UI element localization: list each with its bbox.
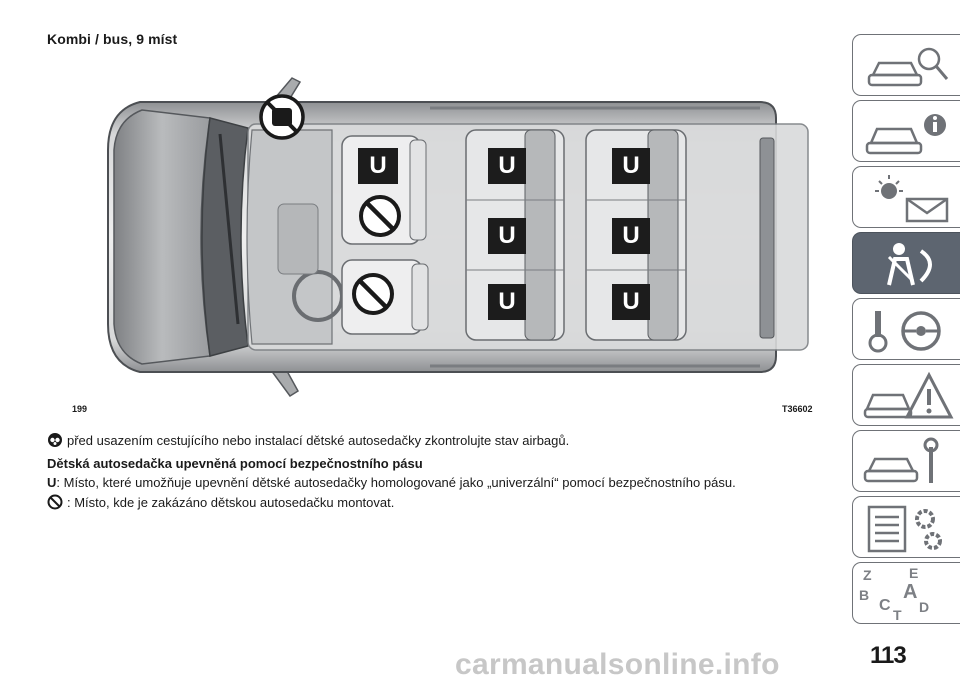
index-letter: B	[859, 587, 870, 603]
u-key: U	[47, 475, 57, 490]
seat-badge-u: U	[622, 222, 640, 249]
chapter-tab-bar	[852, 32, 960, 632]
page-heading: Kombi / bus, 9 míst	[47, 31, 178, 47]
car-wrench-icon	[859, 435, 955, 489]
forbidden-icon	[47, 494, 63, 515]
page-number: 113	[870, 642, 906, 669]
tab-car-search[interactable]	[852, 34, 960, 96]
seat-badge-u: U	[498, 152, 516, 179]
seat-badge-u: U	[369, 152, 387, 179]
watermark: carmanualsonline.info	[455, 648, 780, 681]
tab-index[interactable]	[852, 562, 960, 624]
tab-emergency[interactable]	[852, 364, 960, 426]
section-title: Dětská autosedačka upevněná pomocí bezpečnostního pásu	[47, 456, 423, 471]
index-letter: T	[893, 607, 902, 623]
van-hood	[114, 110, 210, 364]
warning-lights-envelope-icon	[859, 171, 955, 225]
tab-car-info[interactable]	[852, 100, 960, 162]
airbag-note	[47, 432, 569, 453]
seat-badge-u: U	[622, 288, 640, 315]
tab-maintenance[interactable]	[852, 430, 960, 492]
forbidden-airbag-icon	[261, 96, 303, 138]
van-seat-diagram	[70, 74, 815, 419]
index-letter: D	[919, 599, 930, 615]
seat-badge-u: U	[622, 152, 640, 179]
forbidden-seat-icon	[354, 275, 392, 313]
u-description: : Místo, které umožňuje upevnění dětské autosedačky homologované jako „univerzální“ pomocí bezpečnostního pásu.	[56, 475, 736, 490]
u-definition	[47, 474, 736, 492]
seat-badge-u: U	[498, 222, 516, 249]
list-gears-icon	[859, 501, 955, 555]
index-letter: C	[879, 597, 891, 614]
windshield	[202, 118, 248, 356]
key-steering-wheel-icon	[859, 303, 955, 357]
alphabet-index-icon	[853, 563, 960, 625]
forbidden-definition	[47, 494, 394, 515]
car-warning-triangle-icon	[859, 369, 955, 423]
car-info-icon	[859, 105, 955, 159]
figure-code: T36602	[782, 404, 813, 414]
index-letter: Z	[863, 567, 872, 583]
tab-starting-driving[interactable]	[852, 298, 960, 360]
seatbelt-airbag-icon	[859, 237, 955, 291]
forbidden-description: : Místo, kde je zakázáno dětskou autosedačku montovat.	[67, 495, 395, 510]
airbag-note-text: před usazením cestujícího nebo instalací dětské autosedačky zkontrolujte stav airbagů.	[67, 433, 570, 448]
seat-badge-u: U	[498, 288, 516, 315]
tab-warning-lights[interactable]	[852, 166, 960, 228]
car-search-icon	[859, 39, 955, 93]
tab-safety[interactable]	[852, 232, 960, 294]
forbidden-seat-icon	[361, 197, 399, 235]
figure-number: 199	[72, 404, 88, 414]
tab-technical-data[interactable]	[852, 496, 960, 558]
airbag-warning-icon	[47, 432, 63, 453]
index-letter: E	[909, 565, 919, 581]
index-letter: A	[903, 581, 918, 603]
